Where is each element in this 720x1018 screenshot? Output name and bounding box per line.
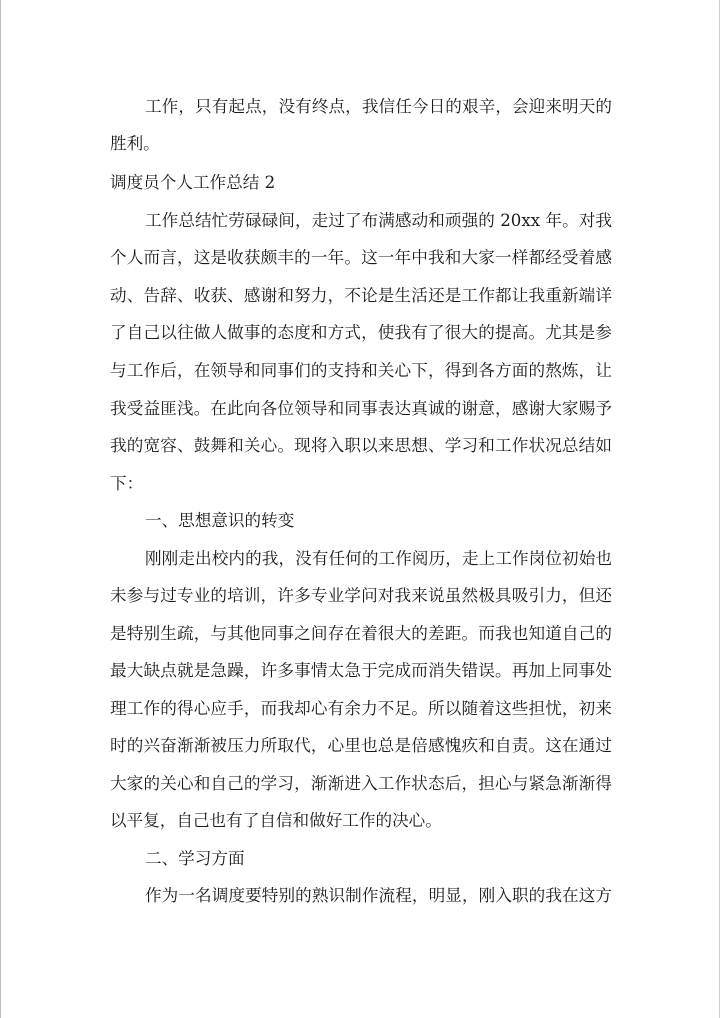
paragraph-line: 动、告辞、收获、感谢和努力，不论是生活还是工作都让我重新端详 — [110, 286, 612, 305]
paragraph-line: 作为一名调度要特别的熟识制作流程，明显，刚入职的我在这方 — [145, 886, 612, 905]
paragraph-line: 未参与过专业的培训，许多专业学问对我来说虽然极具吸引力，但还 — [110, 586, 612, 605]
paragraph-line: 时的兴奋渐渐被压力所取代，心里也总是倍感愧疚和自责。这在通过 — [110, 736, 612, 755]
paragraph-line: 了自己以往做人做事的态度和方式，使我有了很大的提高。尤其是参 — [110, 323, 612, 342]
paragraph-line: 工作，只有起点，没有终点，我信任今日的艰辛，会迎来明天的 — [145, 97, 612, 116]
paragraph-line: 理工作的得心应手，而我却心有余力不足。所以随着这些担忧，初来 — [110, 699, 612, 718]
paragraph-line: 工作总结忙劳碌碌间，走过了布满感动和顽强的 20xx 年。对我 — [145, 211, 612, 230]
paragraph-line: 胜利。 — [110, 134, 160, 153]
subsection-heading: 一、思想意识的转变 — [145, 511, 295, 530]
paragraph-line: 刚刚走出校内的我，没有任何的工作阅历，走上工作岗位初始也 — [145, 549, 612, 568]
paragraph-line: 我的宽容、鼓舞和关心。现将入职以来思想、学习和工作状况总结如 — [110, 436, 612, 455]
subsection-heading: 二、学习方面 — [145, 849, 245, 868]
paragraph-line: 最大缺点就是急躁，许多事情太急于完成而消失错误。再加上同事处 — [110, 661, 612, 680]
paragraph-line: 个人而言，这是收获颇丰的一年。这一年中我和大家一样都经受着感 — [110, 248, 612, 267]
section-heading: 调度员个人工作总结 2 — [110, 173, 276, 192]
page-border-left — [0, 0, 1, 1018]
paragraph-line: 我受益匪浅。在此向各位领导和同事表达真诚的谢意，感谢大家赐予 — [110, 399, 612, 418]
paragraph-line: 是特别生疏，与其他同事之间存在着很大的差距。而我也知道自己的 — [110, 624, 612, 643]
paragraph-line: 大家的关心和自己的学习，渐渐进入工作状态后，担心与紧急渐渐得 — [110, 774, 612, 793]
paragraph-line: 以平复，自己也有了自信和做好工作的决心。 — [110, 811, 442, 830]
paragraph-line: 下： — [110, 474, 144, 493]
paragraph-line: 与工作后，在领导和同事们的支持和关心下，得到各方面的熬炼，让 — [110, 361, 612, 380]
